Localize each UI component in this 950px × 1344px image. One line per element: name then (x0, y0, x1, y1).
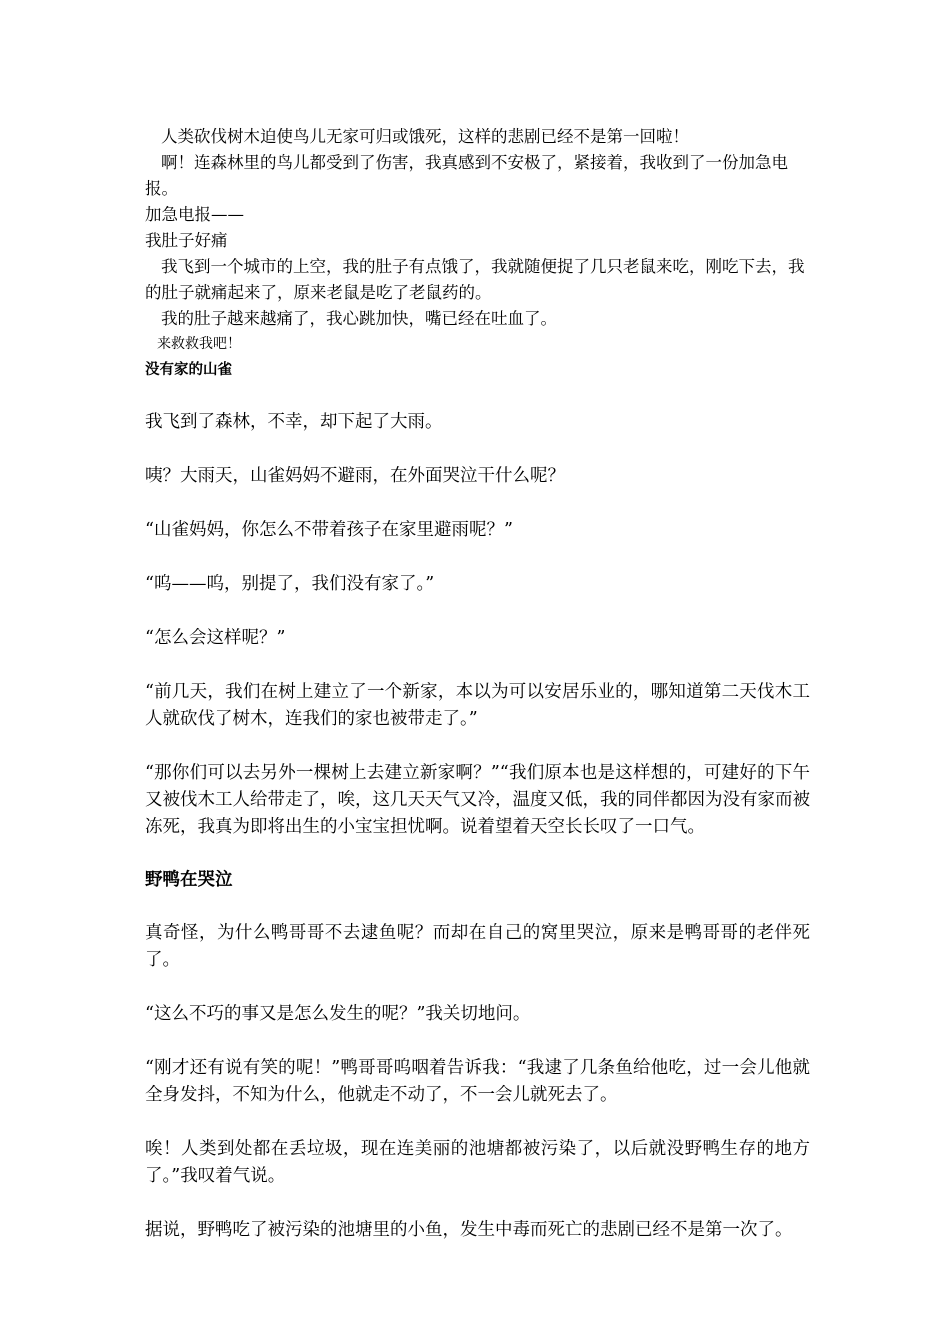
intro-line-5: 我飞到一个城市的上空，我的肚子有点饿了，我就随便捉了几只老鼠来吃，刚吃下去，我的肚子就痛起来了，原来老鼠是吃了老鼠药的。 (145, 257, 805, 302)
section2-paragraph: 唉！人类到处都在丢垃圾，现在连美丽的池塘都被污染了，以后就没野鸭生存的地方了。”我叹着气说。 (145, 1139, 810, 1186)
intro-line-6: 我的肚子越来越痛了，我心跳加快，嘴已经在吐血了。 (161, 309, 557, 328)
section2-paragraph: 真奇怪，为什么鸭哥哥不去逮鱼呢？而却在自己的窝里哭泣，原来是鸭哥哥的老伴死了。 (145, 923, 810, 970)
section1-paragraph: 我飞到了森林，不幸，却下起了大雨。 (145, 412, 443, 432)
intro-line-3: 加急电报—— (145, 205, 244, 224)
section2-paragraph: “这么不巧的事又是怎么发生的呢？”我关切地问。 (145, 1004, 531, 1024)
section1-paragraph: “怎么会这样呢？” (145, 628, 286, 648)
section1-paragraph: “山雀妈妈，你怎么不带着孩子在家里避雨呢？” (145, 520, 513, 540)
section1-paragraph: 咦？大雨天，山雀妈妈不避雨，在外面哭泣干什么呢？ (145, 466, 565, 486)
section1-paragraph: “呜——呜，别提了，我们没有家了。” (145, 574, 435, 594)
section1-paragraph: “那你们可以去另外一棵树上去建立新家啊？”“我们原本也是这样想的，可建好的下午又被伐木工人给带走了，唉，这几天天气又冷，温度又低，我的同伴都因为没有家而被冻死，我真为即将出生的小宝宝担忧啊。说着望着天空长长叹了一口气。 (145, 763, 810, 837)
intro-line-4: 我肚子好痛 (145, 231, 228, 250)
section2-paragraph: “刚才还有说有笑的呢！”鸭哥哥呜咽着告诉我：“我逮了几条鱼给他吃，过一会儿他就全身发抖，不知为什么，他就走不动了，不一会儿就死去了。 (145, 1058, 810, 1105)
section2-paragraph: 据说，野鸭吃了被污染的池塘里的小鱼，发生中毒而死亡的悲剧已经不是第一次了。 (145, 1220, 793, 1240)
intro-line-1: 人类砍伐树木迫使鸟儿无家可归或饿死，这样的悲剧已经不是第一回啦！ (161, 127, 689, 146)
section1-title: 没有家的山雀 (145, 362, 232, 378)
document-page (145, 124, 810, 1244)
intro-line-2: 啊！连森林里的鸟儿都受到了伤害，我真感到不安极了，紧接着，我收到了一份加急电报。 (145, 153, 788, 198)
intro-line-7: 来救救我吧！ (157, 336, 241, 352)
section1-paragraph: “前几天，我们在树上建立了一个新家，本以为可以安居乐业的，哪知道第二天伐木工人就砍伐了树木，连我们的家也被带走了。” (145, 682, 810, 729)
section2-title: 野鸭在哭泣 (145, 870, 233, 890)
